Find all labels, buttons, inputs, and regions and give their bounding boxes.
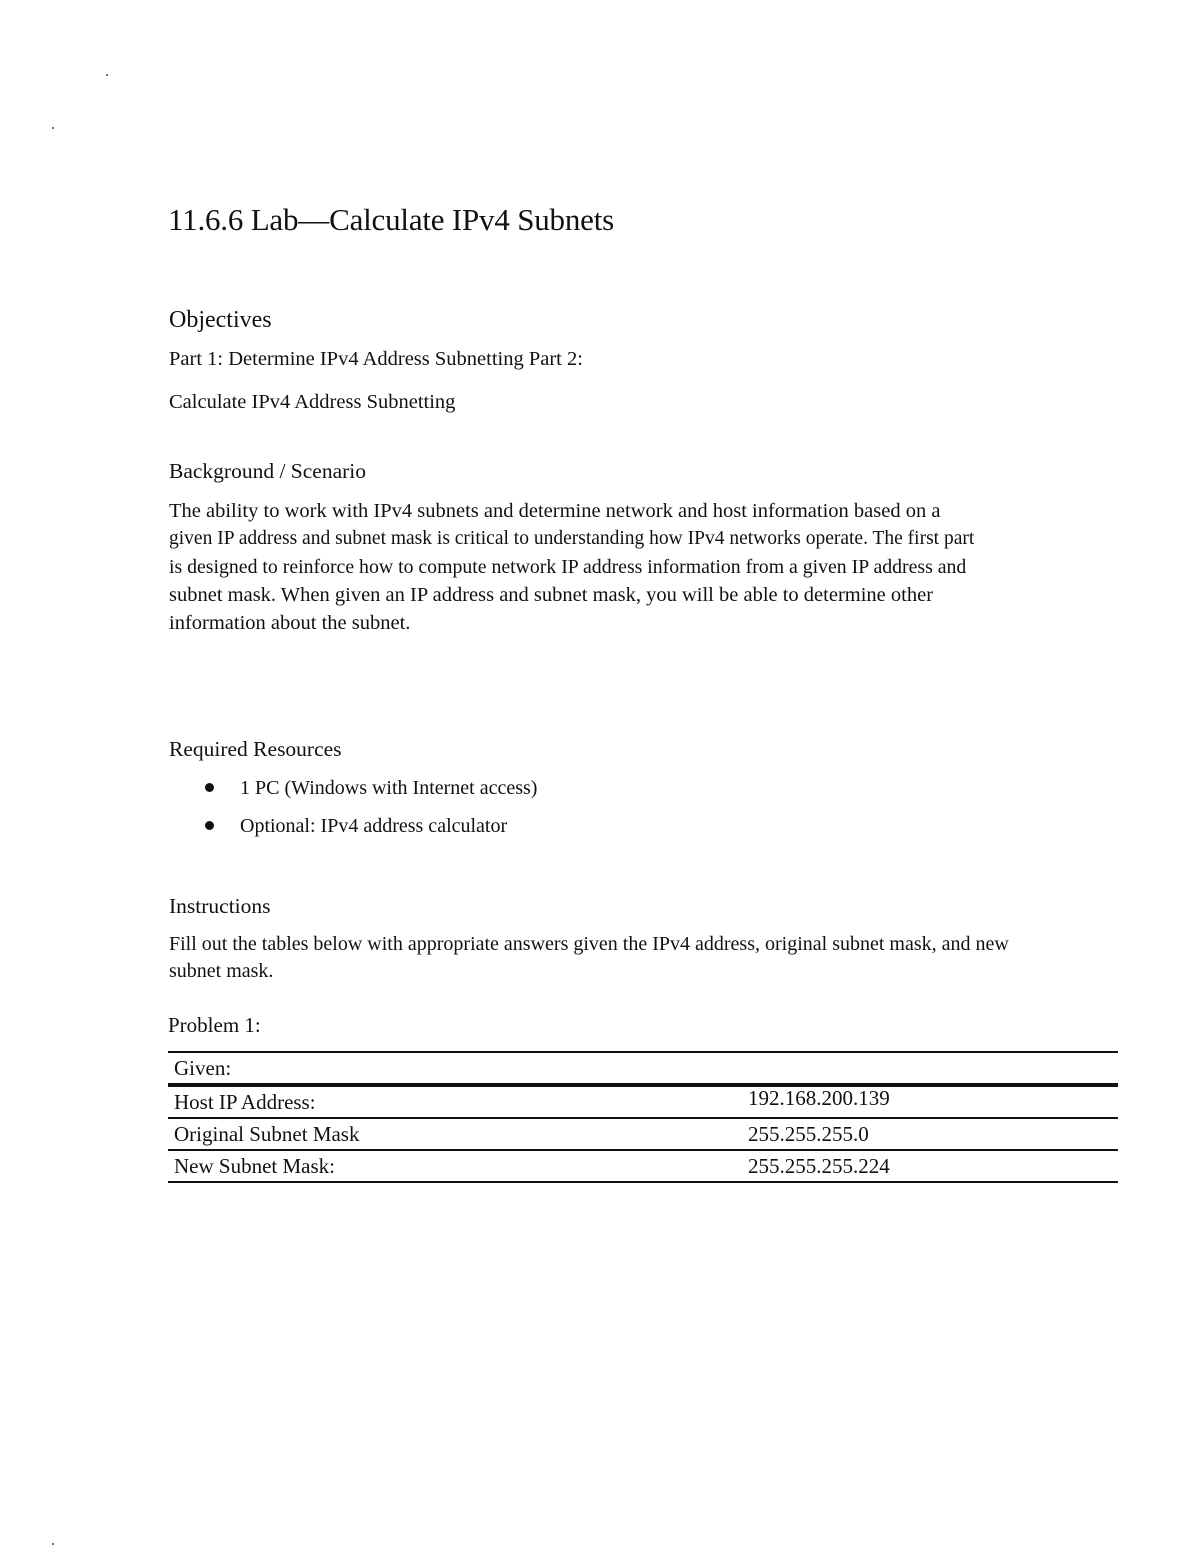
- page-title: 11.6.6 Lab—Calculate IPv4 Subnets: [168, 202, 614, 237]
- instructions-heading: Instructions: [169, 894, 271, 918]
- row-value: 192.168.200.139: [746, 1085, 1118, 1118]
- problem-label: Problem 1:: [168, 1013, 261, 1037]
- background-paragraph: [169, 497, 1119, 637]
- list-item: [169, 772, 537, 810]
- background-line: information about the subnet.: [169, 612, 411, 634]
- table-header-row: [168, 1052, 1118, 1085]
- background-line: is designed to reinforce how to compute network IP address information from a given IP address and: [169, 556, 967, 578]
- objective-line: Part 1: Determine IPv4 Address Subnetting Part 2:: [169, 348, 583, 370]
- list-item: [169, 810, 537, 848]
- resources-list: [169, 772, 537, 848]
- page-speck: [106, 74, 108, 76]
- objectives-heading: Objectives: [169, 307, 272, 333]
- objective-line: Calculate IPv4 Address Subnetting: [169, 391, 456, 413]
- instructions-line: subnet mask.: [169, 960, 274, 982]
- page-speck: [52, 1543, 54, 1545]
- page-speck: [52, 127, 54, 129]
- background-line: given IP address and subnet mask is critical to understanding how IPv4 networks operate. The first part: [169, 528, 975, 549]
- instructions-paragraph: [169, 931, 1119, 985]
- table-row: [168, 1150, 1118, 1182]
- background-line: subnet mask. When given an IP address and subnet mask, you will be able to determine other: [169, 584, 934, 606]
- row-label: Host IP Address:: [168, 1085, 746, 1118]
- background-heading: Background / Scenario: [169, 459, 367, 483]
- bullet-icon: [205, 783, 214, 792]
- table-header-cell: Given:: [168, 1052, 1118, 1085]
- instructions-line: Fill out the tables below with appropriate answers given the IPv4 address, original subnet mask, and new: [169, 933, 1009, 955]
- resource-label: 1 PC (Windows with Internet access): [240, 777, 538, 799]
- row-value: 255.255.255.0: [746, 1118, 1118, 1150]
- given-table: [168, 1051, 1118, 1183]
- table-row: [168, 1118, 1118, 1150]
- resource-label: Optional: IPv4 address calculator: [240, 815, 508, 837]
- bullet-icon: [205, 821, 214, 830]
- background-line: The ability to work with IPv4 subnets and determine network and host information based on a: [169, 500, 941, 522]
- resources-heading: Required Resources: [169, 737, 342, 761]
- row-label: New Subnet Mask:: [168, 1150, 746, 1182]
- row-label: Original Subnet Mask: [168, 1118, 746, 1150]
- table-row: [168, 1085, 1118, 1118]
- row-value: 255.255.255.224: [746, 1150, 1118, 1182]
